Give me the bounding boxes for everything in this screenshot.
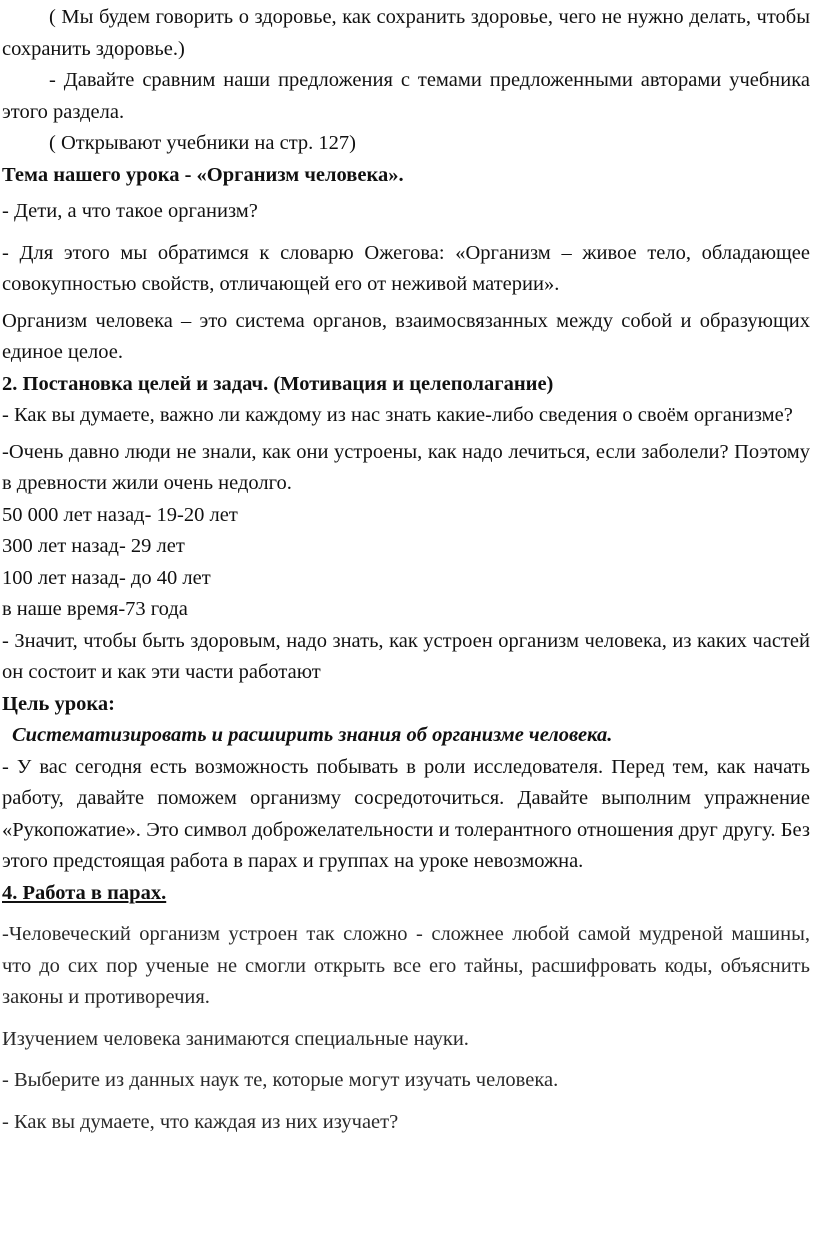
sciences-study-question: - Как вы думаете, что каждая из них изучает? (2, 1110, 399, 1133)
organism-definition: Организм человека – это система органов, взаимосвязанных между собой и образующих единое целое. (2, 309, 810, 363)
section-2-heading: 2. Постановка целей и задач. (Мотивация и целеполагание) (2, 372, 554, 395)
history-paragraph: -Очень давно люди не знали, как они устроены, как надо лечиться, если заболели? Поэтому в древности жили очень недолго. (2, 440, 810, 494)
conclusion-paragraph: - Значит, чтобы быть здоровым, надо знать, как устроен организм человека, из каких частей он состоит и как эти части работают (2, 629, 810, 683)
life-expectancy-item: 300 лет назад- 29 лет (2, 535, 185, 557)
intro-paragraph: ( Мы будем говорить о здоровье, как сохранить здоровье, чего не нужно делать, чтобы сохранить здоровье.) (2, 6, 810, 60)
handshake-exercise-paragraph: - У вас сегодня есть возможность побывать в роли исследователя. Перед тем, как начать работу, давайте поможем организму сосредоточиться. Давайте выполним упражнение «Рукопожатие». Это символ доброжелательности и толерантного отношения друг другу. Без этого предстоящая работа в парах и группах на уроке невозможна. (2, 755, 810, 872)
life-expectancy-item: 50 000 лет назад- 19-20 лет (2, 503, 238, 526)
lesson-topic-heading: Тема нашего урока - «Организм человека». (2, 163, 404, 186)
section-4-heading: 4. Работа в парах. (2, 881, 167, 904)
lesson-goal-heading: Цель урока: (2, 692, 115, 715)
human-body-paragraph: -Человеческий организм устроен так сложно - сложнее любой самой мудреной машины, что до сих пор ученые не смогли открыть все его тайны, расшифровать коды, объяснить законы и противоречия. (2, 923, 810, 1008)
ozhegov-definition: - Для этого мы обратимся к словарю Ожегова: «Организм – живое тело, обладающее совокупностью свойств, отличающей его от неживой материи». (2, 241, 810, 295)
choose-sciences-question: - Выберите из данных наук те, которые могут изучать человека. (2, 1069, 559, 1091)
question-importance: - Как вы думаете, важно ли каждому из нас знать какие-либо сведения о своём организме? (2, 404, 793, 426)
sciences-paragraph: Изучением человека занимаются специальные науки. (2, 1027, 469, 1050)
compare-paragraph: - Давайте сравним наши предложения с темами предложенными авторами учебника этого раздела. (2, 69, 810, 123)
question-organism: - Дети, а что такое организм? (2, 200, 258, 222)
lesson-goal-text: Систематизировать и расширить знания об организме человека. (12, 724, 613, 746)
life-expectancy-item: в наше время-73 года (2, 598, 188, 620)
life-expectancy-item: 100 лет назад- до 40 лет (2, 566, 211, 589)
textbook-note: ( Открывают учебники на стр. 127) (49, 132, 356, 154)
